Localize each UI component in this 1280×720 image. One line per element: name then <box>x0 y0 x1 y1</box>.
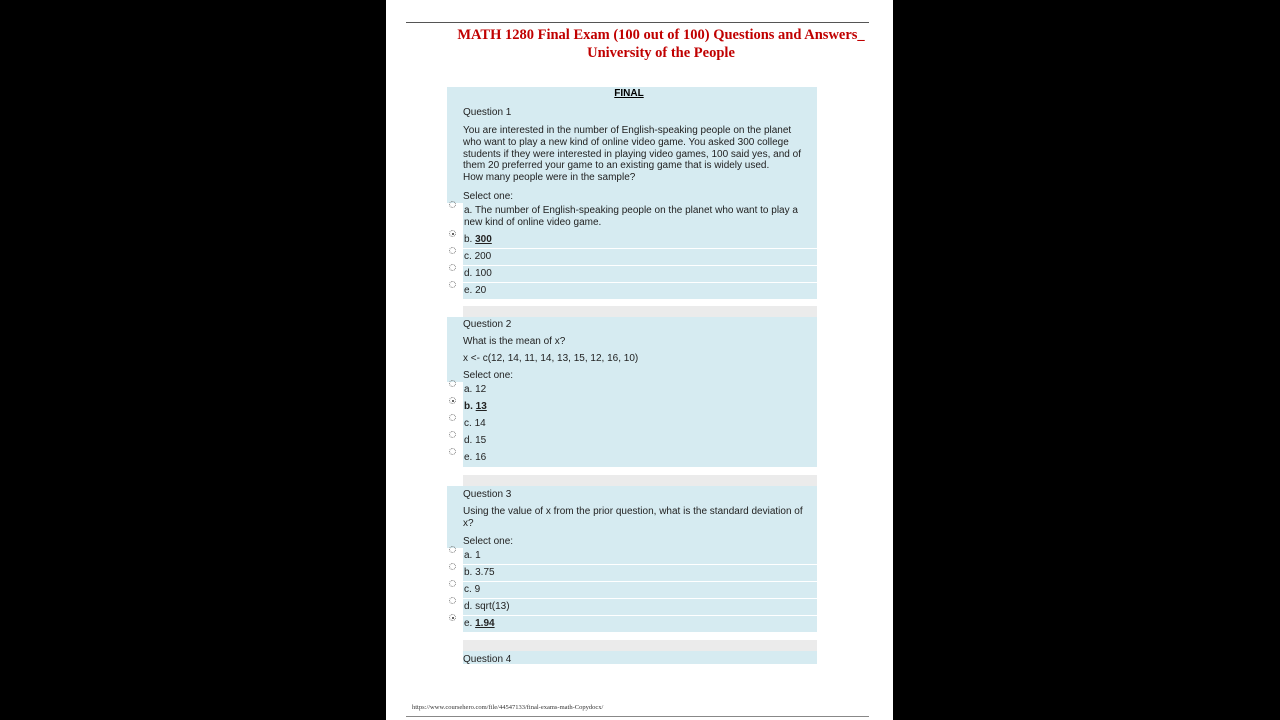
correct-answer: 1.94 <box>475 617 495 629</box>
answer-options <box>447 548 817 633</box>
option-b[interactable]: b. 3.75 <box>447 565 817 582</box>
radio-unchecked-icon[interactable] <box>449 281 456 288</box>
radio-unchecked-icon[interactable] <box>449 448 456 455</box>
separator-band <box>463 475 817 486</box>
option-d[interactable]: d. sqrt(13) <box>447 599 817 616</box>
radio-checked-icon[interactable] <box>449 397 456 404</box>
question-text: You are interested in the number of English-speaking people on the planet who want to play a new kind of online video game. You asked 300 college students if they were interested in playing video games, 100 said yes, and of them 20 preferred your game to an existing game that is widely used. How many people were in the sample? <box>463 125 801 184</box>
radio-unchecked-icon[interactable] <box>449 563 456 570</box>
answer-options <box>447 382 817 467</box>
option-b[interactable]: b. 300 <box>447 232 817 249</box>
correct-answer: 13 <box>475 401 487 412</box>
question-2-block <box>447 317 817 467</box>
question-1-block <box>447 87 817 300</box>
title-line-1: MATH 1280 Final Exam (100 out of 100) Questions and Answers_ <box>457 27 865 43</box>
radio-unchecked-icon[interactable] <box>449 414 456 421</box>
select-one-label: Select one: <box>463 535 514 547</box>
separator-band <box>463 640 817 651</box>
title-line-2: University of the People <box>587 45 735 61</box>
question-number: Question 2 <box>463 319 512 330</box>
option-e[interactable]: e. 20 <box>447 283 817 300</box>
header-rule <box>406 22 869 23</box>
radio-unchecked-icon[interactable] <box>449 546 456 553</box>
footer-url[interactable]: https://www.coursehero.com/file/44547133/final-exams-math-Copydocx/ <box>412 704 604 711</box>
option-d[interactable]: d. 15 <box>447 433 817 450</box>
option-e[interactable]: e. 1.94 <box>447 616 817 633</box>
radio-unchecked-icon[interactable] <box>449 380 456 387</box>
option-c[interactable]: c. 9 <box>447 582 817 599</box>
option-a[interactable]: a. 12 <box>447 382 817 399</box>
question-number: Question 3 <box>463 489 512 500</box>
question-number: Question 4 <box>463 654 512 665</box>
option-c[interactable]: c. 14 <box>447 416 817 433</box>
radio-unchecked-icon[interactable] <box>449 264 456 271</box>
option-c[interactable]: c. 200 <box>447 249 817 266</box>
answer-options <box>447 203 817 300</box>
radio-unchecked-icon[interactable] <box>449 431 456 438</box>
radio-unchecked-icon[interactable] <box>449 597 456 604</box>
section-heading: FINAL <box>614 88 644 99</box>
option-e[interactable]: e. 16 <box>447 450 817 467</box>
radio-checked-icon[interactable] <box>449 230 456 237</box>
option-d[interactable]: d. 100 <box>447 266 817 283</box>
question-3-block <box>447 486 817 633</box>
footer-rule <box>406 716 869 717</box>
radio-unchecked-icon[interactable] <box>449 247 456 254</box>
select-one-label: Select one: <box>463 190 514 202</box>
question-number: Question 1 <box>463 107 512 118</box>
document-page <box>386 0 893 720</box>
correct-answer: 300 <box>475 233 492 245</box>
document-title <box>426 26 896 62</box>
question-text: What is the mean of x? x <- c(12, 14, 11, 14, 13, 15, 12, 16, 10) <box>463 331 811 367</box>
code-vector: x <- c(12, 14, 11, 14, 13, 15, 12, 16, 10) <box>463 353 639 364</box>
question-text: Using the value of x from the prior question, what is the standard deviation of x? <box>463 506 803 529</box>
select-one-label: Select one: <box>463 370 514 381</box>
option-b[interactable]: b. 13 <box>447 399 817 416</box>
separator-band <box>463 306 817 317</box>
option-a[interactable]: a. 1 <box>447 548 817 565</box>
option-a[interactable]: a. The number of English-speaking people on the planet who want to play a new kind of online video game. <box>447 203 817 232</box>
radio-unchecked-icon[interactable] <box>449 580 456 587</box>
radio-unchecked-icon[interactable] <box>449 201 456 208</box>
radio-checked-icon[interactable] <box>449 614 456 621</box>
question-4-block <box>463 651 817 664</box>
